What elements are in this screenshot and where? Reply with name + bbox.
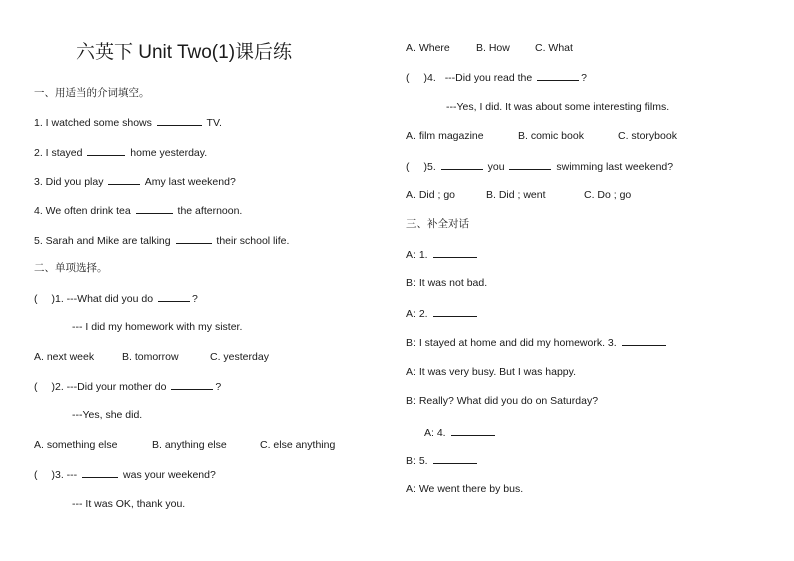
option-b[interactable]: B. anything else	[152, 439, 227, 451]
question-2-answer: ---Yes, she did.	[72, 409, 143, 421]
question-3-options	[406, 41, 573, 55]
dialogue-text: A: 4.	[424, 427, 446, 439]
option-a[interactable]: A. something else	[34, 439, 118, 451]
dialogue-line-8	[406, 453, 479, 468]
fill-item-text: 5. Sarah and Mike are talking	[34, 235, 171, 247]
answer-blank[interactable]	[433, 306, 477, 317]
fill-item-3	[34, 174, 236, 189]
paren-open: (	[406, 72, 410, 84]
answer-blank[interactable]	[87, 145, 125, 156]
question-text: swimming last weekend?	[556, 161, 674, 173]
question-1-options	[34, 350, 269, 364]
answer-blank[interactable]	[171, 379, 213, 390]
option-b[interactable]: B. How	[476, 42, 510, 54]
fill-item-1	[34, 115, 222, 130]
dialogue-line-7	[406, 425, 497, 440]
question-text: )1. ---What did you do	[51, 293, 154, 305]
question-end: ?	[215, 381, 222, 393]
answer-blank[interactable]	[157, 115, 202, 126]
question-text: you	[487, 161, 505, 173]
dialogue-line-3	[406, 306, 479, 321]
paren-open: (	[34, 381, 38, 393]
question-number: )5.	[423, 161, 436, 173]
fill-item-text: 1. I watched some shows	[34, 117, 152, 129]
dialogue-text: A: 1.	[406, 249, 428, 261]
dialogue-line-1	[406, 247, 479, 262]
answer-blank[interactable]	[433, 453, 477, 464]
fill-item-text: 3. Did you play	[34, 176, 104, 188]
question-1-answer: --- I did my homework with my sister.	[72, 321, 243, 333]
question-3-answer: --- It was OK, thank you.	[72, 498, 186, 510]
answer-blank[interactable]	[451, 425, 495, 436]
option-a[interactable]: A. next week	[34, 351, 95, 363]
question-4-options	[406, 129, 677, 143]
question-1	[34, 291, 198, 306]
question-number: )4.	[423, 72, 436, 84]
fill-item-text: home yesterday.	[130, 147, 208, 159]
dialogue-line-4	[406, 335, 668, 350]
answer-blank[interactable]	[509, 159, 551, 170]
fill-item-text: TV.	[206, 117, 222, 129]
page-title: 六英下 Unit Two(1)课后练	[75, 42, 293, 63]
option-b[interactable]: B. comic book	[518, 130, 584, 142]
answer-blank[interactable]	[441, 159, 483, 170]
question-2	[34, 379, 221, 394]
dialogue-text: B: 5.	[406, 455, 428, 467]
option-a[interactable]: A. Where	[406, 42, 450, 54]
fill-item-4	[34, 203, 242, 218]
fill-item-text: 2. I stayed	[34, 147, 83, 159]
answer-blank[interactable]	[433, 247, 477, 258]
question-text: )3. ---	[51, 469, 78, 481]
answer-blank[interactable]	[537, 70, 579, 81]
question-2-options	[34, 438, 335, 452]
dialogue-line-6: B: Really? What did you do on Saturday?	[406, 395, 599, 407]
dialogue-text: B: I stayed at home and did my homework. 3.	[406, 337, 617, 349]
option-c[interactable]: C. else anything	[260, 439, 336, 451]
fill-item-5	[34, 233, 289, 248]
answer-blank[interactable]	[82, 467, 118, 478]
answer-blank[interactable]	[622, 335, 666, 346]
option-c[interactable]: C. Do ; go	[584, 189, 632, 201]
question-5	[406, 159, 673, 174]
question-text: )2. ---Did your mother do	[51, 381, 167, 393]
dialogue-line-9: A: We went there by bus.	[406, 483, 524, 495]
question-text: was your weekend?	[123, 469, 216, 481]
dialogue-line-2: B: It was not bad.	[406, 277, 488, 289]
fill-item-text: Amy last weekend?	[144, 176, 236, 188]
question-text: ---Did you read the	[444, 72, 533, 84]
option-c[interactable]: C. yesterday	[210, 351, 269, 363]
answer-blank[interactable]	[158, 291, 190, 302]
question-end: ?	[581, 72, 587, 84]
paren-open: (	[34, 469, 38, 481]
section2-heading: 二、单项选择。	[34, 262, 108, 274]
paren-open: (	[406, 161, 410, 173]
question-4-answer: ---Yes, I did. It was about some interesting films.	[446, 101, 670, 113]
fill-item-2	[34, 145, 207, 160]
question-end: ?	[191, 293, 198, 305]
section1-heading: 一、用适当的介词填空。	[34, 87, 150, 99]
answer-blank[interactable]	[176, 233, 212, 244]
dialogue-line-5: A: It was very busy. But I was happy.	[406, 366, 577, 378]
dialogue-text: A: 2.	[406, 308, 428, 320]
paren-open: (	[34, 293, 38, 305]
question-3	[34, 467, 216, 482]
option-a[interactable]: A. Did ; go	[406, 189, 456, 201]
fill-item-text: the afternoon.	[177, 205, 243, 217]
question-4	[406, 70, 587, 85]
option-b[interactable]: B. Did ; went	[486, 189, 546, 201]
fill-item-text: their school life.	[216, 235, 290, 247]
option-c[interactable]: C. What	[535, 42, 573, 54]
answer-blank[interactable]	[136, 203, 173, 214]
option-a[interactable]: A. film magazine	[406, 130, 484, 142]
fill-item-text: 4. We often drink tea	[34, 205, 131, 217]
option-c[interactable]: C. storybook	[618, 130, 677, 142]
answer-blank[interactable]	[108, 174, 140, 185]
section3-heading: 三、补全对话	[406, 218, 469, 230]
option-b[interactable]: B. tomorrow	[122, 351, 179, 363]
question-5-options	[406, 188, 631, 202]
